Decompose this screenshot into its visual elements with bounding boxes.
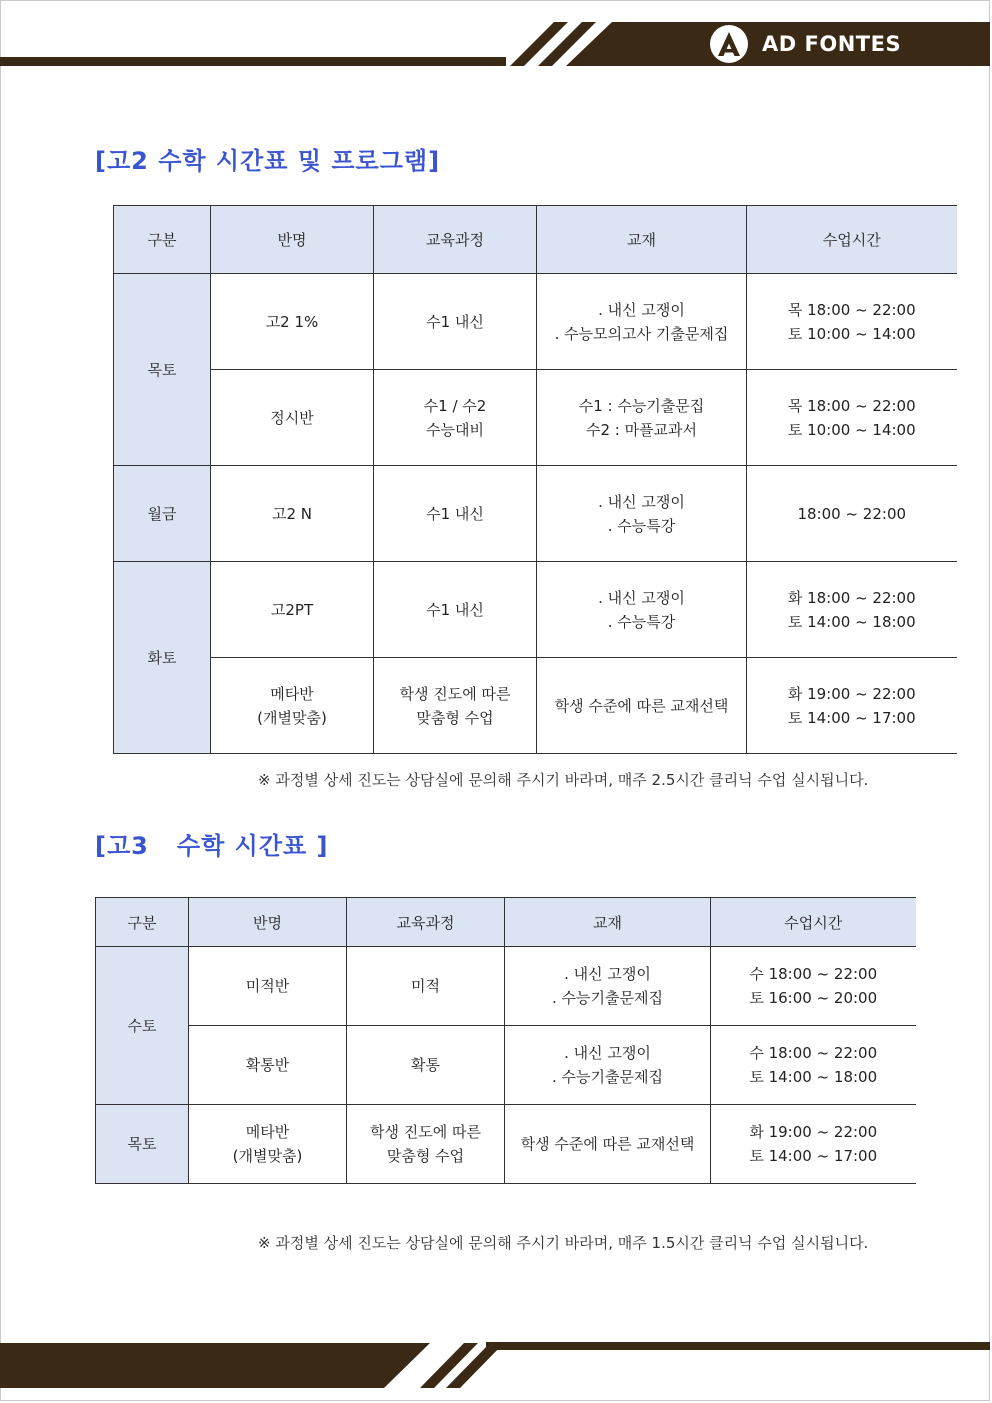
col-header: 구분	[114, 206, 211, 274]
textbook-cell	[505, 947, 711, 1026]
col-header: 반명	[211, 206, 374, 274]
col-header: 교육과정	[347, 898, 505, 947]
textbook-cell	[505, 1026, 711, 1105]
cell-text: 토 14:00 ~ 18:00	[787, 612, 916, 631]
cell-text: 미적반	[245, 977, 290, 995]
col-header: 교재	[505, 898, 711, 947]
cell-text: 화 19:00 ~ 22:00	[749, 1123, 878, 1141]
course-cell	[347, 947, 505, 1026]
cell-text: 수1 내신	[426, 504, 484, 523]
class-time-cell	[747, 658, 957, 754]
class-time-cell	[711, 947, 916, 1026]
cell-text: 학생 수준에 따른 교재선택	[554, 696, 729, 715]
footnote-grade3: ※ 과정별 상세 진도는 상담실에 문의해 주시기 바라며, 매주 1.5시간 클리닉 수업 실시됩니다.	[258, 1234, 869, 1252]
textbook-cell	[537, 466, 747, 562]
cell-text: 학생 진도에 따른	[370, 1123, 481, 1141]
col-header: 구분	[96, 898, 189, 947]
table-row	[96, 947, 916, 1026]
cell-text: 수 18:00 ~ 22:00	[749, 965, 878, 983]
cell-text: 토 14:00 ~ 17:00	[787, 708, 916, 727]
cell-text: 메타반	[245, 1123, 290, 1141]
timetable-grade3	[95, 897, 916, 1184]
course-cell	[347, 1105, 505, 1184]
cell-text: . 내신 고쟁이	[598, 492, 685, 511]
table-row	[114, 658, 957, 754]
logo-text: AD FONTES	[762, 32, 902, 56]
cell-text: 고2 1%	[265, 312, 319, 331]
cell-text: 정시반	[270, 408, 314, 427]
cell-text: . 내신 고쟁이	[598, 588, 685, 607]
cell-text: 수 18:00 ~ 22:00	[749, 1044, 878, 1062]
footer-block	[0, 1343, 430, 1388]
class-time-cell	[711, 1105, 916, 1184]
class-name-cell	[211, 466, 374, 562]
cell-text: 화 19:00 ~ 22:00	[787, 684, 916, 703]
header-stripe	[510, 22, 568, 66]
class-name-cell	[189, 1105, 347, 1184]
table-row	[114, 370, 957, 466]
cell-text: 학생 수준에 따른 교재선택	[520, 1135, 695, 1153]
textbook-cell	[537, 562, 747, 658]
table-row	[114, 466, 957, 562]
col-header: 반명	[189, 898, 347, 947]
cell-text: . 수능특강	[607, 612, 676, 631]
table-row	[114, 274, 957, 370]
section-title-grade3: [고3 수학 시간표 ]	[95, 832, 329, 860]
group-label: 월금	[114, 466, 211, 562]
cell-text: 맞춤형 수업	[386, 1147, 465, 1165]
footnote-grade2: ※ 과정별 상세 진도는 상담실에 문의해 주시기 바라며, 매주 2.5시간 클리닉 수업 실시됩니다.	[258, 771, 869, 789]
section-title-grade2: [고2 수학 시간표 및 프로그램]	[95, 147, 441, 175]
cell-text: 토 14:00 ~ 18:00	[749, 1068, 878, 1086]
class-name-cell	[189, 1026, 347, 1105]
header-left-bar	[0, 57, 506, 66]
cell-text: 토 10:00 ~ 14:00	[787, 420, 916, 439]
cell-text: 학생 진도에 따른	[399, 684, 511, 703]
cell-text: 18:00 ~ 22:00	[797, 504, 907, 523]
textbook-cell	[537, 370, 747, 466]
cell-text: 확통	[411, 1056, 440, 1074]
cell-text: . 내신 고쟁이	[564, 965, 651, 983]
course-cell	[374, 658, 537, 754]
cell-text: 수1 / 수2	[423, 396, 487, 415]
class-name-cell	[211, 658, 374, 754]
class-time-cell	[711, 1026, 916, 1105]
col-header: 교재	[537, 206, 747, 274]
group-label: 목토	[96, 1105, 189, 1184]
footer-banner	[0, 1336, 992, 1403]
table-row	[114, 562, 957, 658]
group-label: 수토	[96, 947, 189, 1105]
cell-text: 수1 : 수능기출문집	[578, 396, 705, 415]
cell-text: 확통반	[245, 1056, 290, 1074]
cell-text: 메타반	[270, 684, 314, 703]
brand-logo	[710, 24, 901, 64]
class-name-cell	[211, 274, 374, 370]
textbook-cell	[537, 274, 747, 370]
cell-text: 수1 내신	[426, 312, 484, 331]
col-header: 교육과정	[374, 206, 537, 274]
class-time-cell	[747, 562, 957, 658]
cell-text: (개별맞춤)	[257, 708, 327, 727]
class-name-cell	[189, 947, 347, 1026]
class-name-cell	[211, 370, 374, 466]
course-cell	[374, 274, 537, 370]
table-row	[96, 1026, 916, 1105]
logo-a-icon	[710, 25, 748, 63]
course-cell	[374, 562, 537, 658]
cell-text: 수1 내신	[426, 600, 484, 619]
cell-text: 고2 N	[271, 504, 313, 523]
cell-text: . 내신 고쟁이	[564, 1044, 651, 1062]
cell-text: 토 14:00 ~ 17:00	[749, 1147, 878, 1165]
footer-right-bar	[486, 1342, 990, 1350]
course-cell	[347, 1026, 505, 1105]
cell-text: . 내신 고쟁이	[598, 300, 685, 319]
cell-text: 토 10:00 ~ 14:00	[787, 324, 916, 343]
group-label: 화토	[114, 562, 211, 754]
cell-text: 고2PT	[270, 600, 314, 619]
col-header: 수업시간	[711, 898, 916, 947]
col-header: 수업시간	[747, 206, 957, 274]
cell-text: . 수능기출문제집	[552, 989, 663, 1007]
cell-text: 수능대비	[426, 420, 484, 439]
cell-text: . 수능모의고사 기출문제집	[554, 324, 729, 343]
course-cell	[374, 370, 537, 466]
cell-text: . 수능특강	[607, 516, 676, 535]
cell-text: 목 18:00 ~ 22:00	[787, 396, 916, 415]
cell-text: 미적	[411, 977, 440, 995]
table-row	[96, 1105, 916, 1184]
cell-text: 목 18:00 ~ 22:00	[787, 300, 916, 319]
timetable-grade2	[113, 205, 957, 754]
textbook-cell	[537, 658, 747, 754]
course-cell	[374, 466, 537, 562]
cell-text: 맞춤형 수업	[416, 708, 494, 727]
cell-text: 수2 : 마플교과서	[585, 420, 698, 439]
class-time-cell	[747, 274, 957, 370]
class-name-cell	[211, 562, 374, 658]
textbook-cell	[505, 1105, 711, 1184]
class-time-cell	[747, 370, 957, 466]
cell-text: (개별맞춤)	[232, 1147, 303, 1165]
cell-text: . 수능기출문제집	[552, 1068, 663, 1086]
class-time-cell	[747, 466, 957, 562]
cell-text: 토 16:00 ~ 20:00	[749, 989, 878, 1007]
cell-text: 화 18:00 ~ 22:00	[787, 588, 916, 607]
group-label: 목토	[114, 274, 211, 466]
